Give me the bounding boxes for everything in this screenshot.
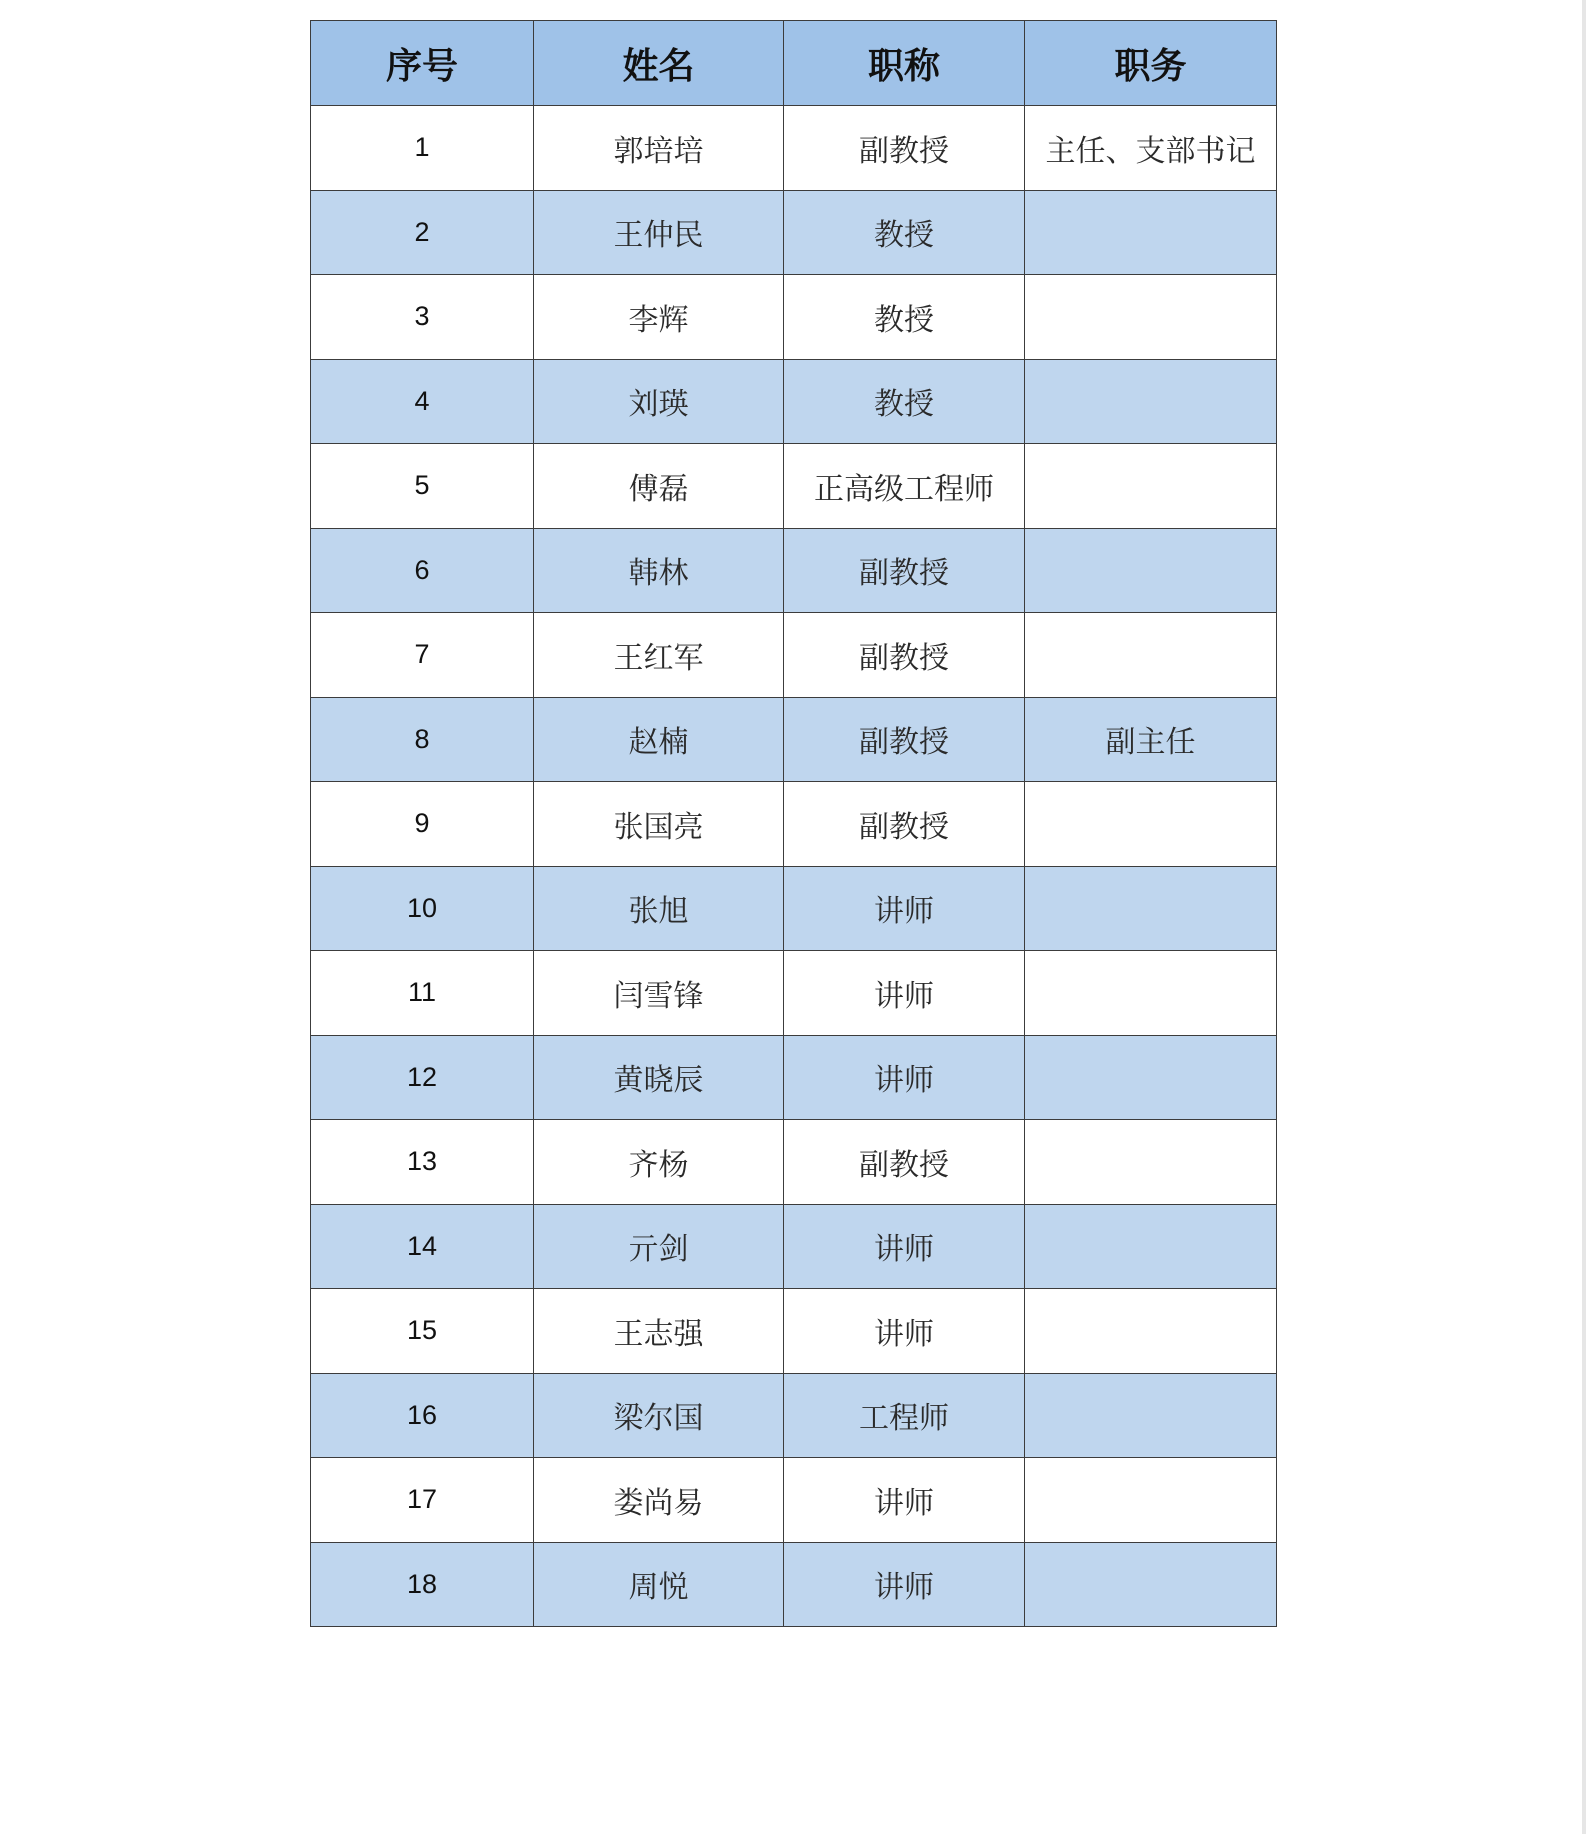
cell-number: 8: [311, 697, 534, 782]
cell-number: 15: [311, 1289, 534, 1374]
cell-name: 张国亮: [534, 782, 784, 867]
table-header-row: [311, 21, 1277, 106]
cell-title: 讲师: [784, 1035, 1025, 1120]
cell-position: [1025, 1373, 1277, 1458]
cell-title: 副教授: [784, 106, 1025, 191]
table-row: [311, 951, 1277, 1036]
cell-name: 梁尔国: [534, 1373, 784, 1458]
cell-title: 讲师: [784, 1204, 1025, 1289]
cell-title: 正高级工程师: [784, 444, 1025, 529]
cell-name: 周悦: [534, 1542, 784, 1627]
cell-position: [1025, 190, 1277, 275]
table-row: [311, 444, 1277, 529]
table-row: [311, 275, 1277, 360]
cell-position: [1025, 866, 1277, 951]
cell-position: [1025, 1458, 1277, 1543]
cell-number: 18: [311, 1542, 534, 1627]
cell-position: [1025, 1120, 1277, 1205]
table-row: [311, 613, 1277, 698]
cell-name: 刘瑛: [534, 359, 784, 444]
cell-position: [1025, 444, 1277, 529]
cell-title: 讲师: [784, 866, 1025, 951]
table-row: [311, 1120, 1277, 1205]
cell-position: [1025, 1289, 1277, 1374]
cell-title: 副教授: [784, 782, 1025, 867]
table-row: [311, 106, 1277, 191]
page-edge: [1582, 0, 1586, 1834]
cell-number: 5: [311, 444, 534, 529]
cell-number: 3: [311, 275, 534, 360]
cell-number: 4: [311, 359, 534, 444]
cell-title: 教授: [784, 359, 1025, 444]
cell-number: 6: [311, 528, 534, 613]
cell-number: 2: [311, 190, 534, 275]
table-row: [311, 866, 1277, 951]
table-row: [311, 1289, 1277, 1374]
cell-name: 娄尚易: [534, 1458, 784, 1543]
cell-title: 副教授: [784, 613, 1025, 698]
cell-number: 1: [311, 106, 534, 191]
table-row: [311, 1458, 1277, 1543]
cell-number: 16: [311, 1373, 534, 1458]
cell-title: 副教授: [784, 1120, 1025, 1205]
header-title: 职称: [784, 21, 1025, 106]
table-row: [311, 1035, 1277, 1120]
header-name: 姓名: [534, 21, 784, 106]
cell-number: 11: [311, 951, 534, 1036]
cell-title: 讲师: [784, 1458, 1025, 1543]
table-row: [311, 528, 1277, 613]
cell-title: 讲师: [784, 951, 1025, 1036]
cell-title: 讲师: [784, 1289, 1025, 1374]
cell-name: 赵楠: [534, 697, 784, 782]
header-number: 序号: [311, 21, 534, 106]
cell-title: 工程师: [784, 1373, 1025, 1458]
cell-title: 教授: [784, 275, 1025, 360]
cell-number: 9: [311, 782, 534, 867]
cell-name: 韩林: [534, 528, 784, 613]
cell-position: [1025, 275, 1277, 360]
cell-title: 副教授: [784, 528, 1025, 613]
cell-name: 李辉: [534, 275, 784, 360]
header-position: 职务: [1025, 21, 1277, 106]
cell-position: [1025, 782, 1277, 867]
cell-name: 王仲民: [534, 190, 784, 275]
table-row: [311, 1373, 1277, 1458]
cell-position: [1025, 1204, 1277, 1289]
cell-title: 副教授: [784, 697, 1025, 782]
cell-position: [1025, 528, 1277, 613]
cell-position: 副主任: [1025, 697, 1277, 782]
table-row: [311, 359, 1277, 444]
table-row: [311, 782, 1277, 867]
cell-name: 齐杨: [534, 1120, 784, 1205]
table-row: [311, 1204, 1277, 1289]
cell-position: [1025, 951, 1277, 1036]
cell-name: 闫雪锋: [534, 951, 784, 1036]
cell-name: 郭培培: [534, 106, 784, 191]
cell-name: 亓剑: [534, 1204, 784, 1289]
cell-name: 黄晓辰: [534, 1035, 784, 1120]
staff-table: [310, 20, 1277, 1627]
table-row: [311, 190, 1277, 275]
cell-number: 12: [311, 1035, 534, 1120]
cell-name: 张旭: [534, 866, 784, 951]
cell-title: 教授: [784, 190, 1025, 275]
cell-number: 17: [311, 1458, 534, 1543]
cell-name: 傅磊: [534, 444, 784, 529]
table-row: [311, 697, 1277, 782]
cell-position: [1025, 1542, 1277, 1627]
cell-number: 14: [311, 1204, 534, 1289]
cell-title: 讲师: [784, 1542, 1025, 1627]
table-row: [311, 1542, 1277, 1627]
table-body: [311, 106, 1277, 1627]
cell-name: 王红军: [534, 613, 784, 698]
cell-position: [1025, 613, 1277, 698]
cell-number: 7: [311, 613, 534, 698]
cell-position: [1025, 1035, 1277, 1120]
cell-number: 13: [311, 1120, 534, 1205]
cell-position: [1025, 359, 1277, 444]
cell-name: 王志强: [534, 1289, 784, 1374]
cell-position: 主任、支部书记: [1025, 106, 1277, 191]
cell-number: 10: [311, 866, 534, 951]
